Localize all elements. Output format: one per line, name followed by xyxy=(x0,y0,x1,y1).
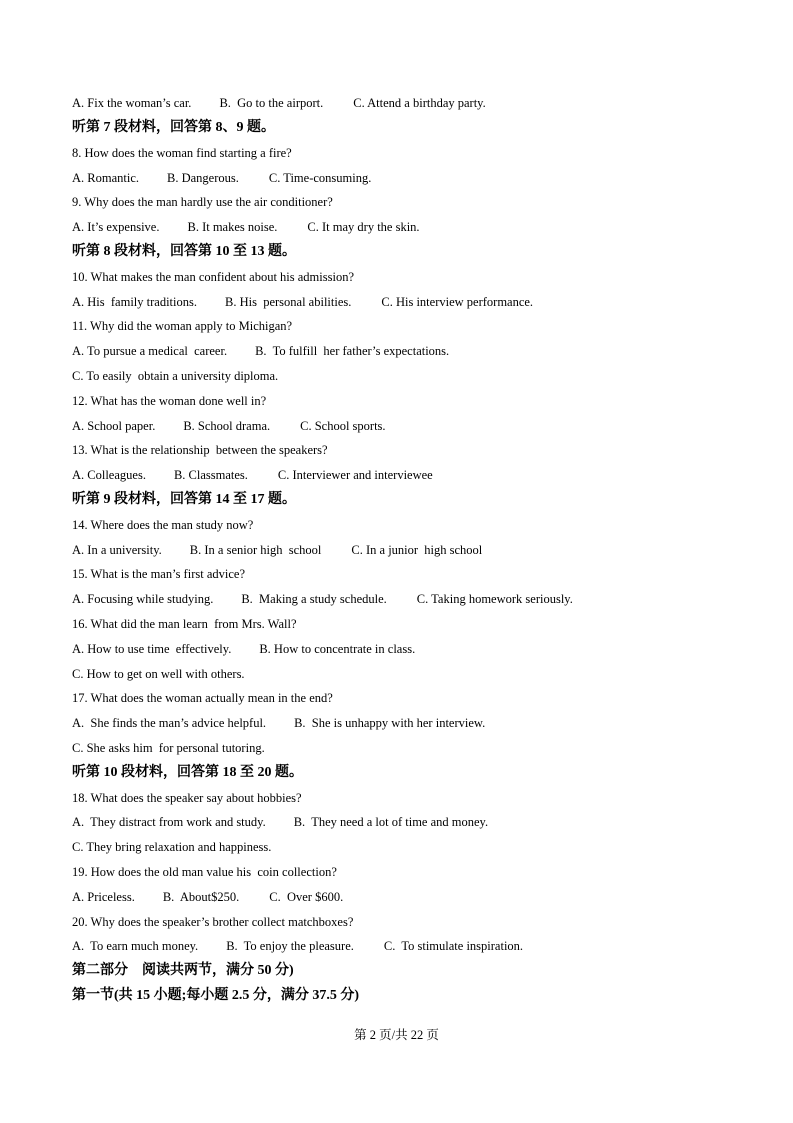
answer-options xyxy=(72,219,420,235)
answer-options xyxy=(72,294,533,310)
answer-option: A. Colleagues. xyxy=(72,468,146,482)
answer-option: B. School drama. xyxy=(183,419,271,433)
answer-option: A. How to use time effectively. xyxy=(72,642,232,656)
section-heading: 第一节(共 15 小题;每小题 2.5 分，满分 37.5 分) xyxy=(72,988,359,1003)
answer-option: A. It’s expensive. xyxy=(72,220,160,234)
answer-option: A. They distract from work and study. xyxy=(72,815,266,829)
answer-option: B. She is unhappy with her interview. xyxy=(294,716,486,730)
answer-option: B. Making a study schedule. xyxy=(241,592,387,606)
answer-options xyxy=(72,715,485,731)
question-text: 18. What does the speaker say about hobbies? xyxy=(72,791,302,805)
answer-option: B. How to concentrate in class. xyxy=(259,642,416,656)
page-footer: 第 2 页/共 22 页 xyxy=(354,1028,439,1042)
question-text: C. How to get on well with others. xyxy=(72,667,245,681)
answer-option: A. She finds the man’s advice helpful. xyxy=(72,716,267,730)
question-text: C. She asks him for personal tutoring. xyxy=(72,741,265,755)
section-heading: 听第 8 段材料，回答第 10 至 13 题。 xyxy=(72,244,296,259)
answer-option: C. Interviewer and interviewee xyxy=(277,468,433,482)
answer-option: B. To enjoy the pleasure. xyxy=(226,939,354,953)
question-text: 14. Where does the man study now? xyxy=(72,518,254,532)
answer-options xyxy=(72,542,482,558)
answer-option: A. Romantic. xyxy=(72,171,140,185)
question-text: 10. What makes the man confident about his admission? xyxy=(72,270,355,284)
section-heading: 听第 7 段材料，回答第 8、9 题。 xyxy=(72,120,275,135)
answer-option: C. School sports. xyxy=(300,419,386,433)
answer-options xyxy=(72,170,371,186)
question-text: 12. What has the woman done well in? xyxy=(72,394,267,408)
question-text: 20. Why does the speaker’s brother collect matchboxes? xyxy=(72,915,354,929)
answer-option: B. Classmates. xyxy=(173,468,248,482)
answer-options xyxy=(72,938,523,954)
answer-option: C. To stimulate inspiration. xyxy=(383,939,524,953)
answer-option: B. In a senior high school xyxy=(189,543,322,557)
answer-option: B. Dangerous. xyxy=(167,171,239,185)
answer-option: A. To earn much money. xyxy=(72,939,199,953)
question-text: 19. How does the old man value his coin collection? xyxy=(72,865,337,879)
answer-option: B. His personal abilities. xyxy=(225,295,352,309)
question-text: 17. What does the woman actually mean in the end? xyxy=(72,691,333,705)
answer-option: C. In a junior high school xyxy=(351,543,483,557)
answer-option: B. They need a lot of time and money. xyxy=(293,815,489,829)
answer-option: B. About$250. xyxy=(162,890,240,904)
answer-option: A. To pursue a medical career. xyxy=(72,344,228,358)
answer-option: C. Time-consuming. xyxy=(268,171,372,185)
answer-options xyxy=(72,591,573,607)
answer-option: C. It may dry the skin. xyxy=(307,220,420,234)
answer-options xyxy=(72,343,449,359)
question-text: 9. Why does the man hardly use the air conditioner? xyxy=(72,195,333,209)
answer-option: A. Focusing while studying. xyxy=(72,592,214,606)
answer-options xyxy=(72,467,433,483)
answer-options xyxy=(72,889,343,905)
question-text: 11. Why did the woman apply to Michigan? xyxy=(72,319,293,333)
answer-option: A. In a university. xyxy=(72,543,162,557)
answer-option: B. Go to the airport. xyxy=(219,96,324,110)
question-text: C. To easily obtain a university diploma. xyxy=(72,369,279,383)
question-text: C. They bring relaxation and happiness. xyxy=(72,840,272,854)
answer-options xyxy=(72,95,486,111)
answer-option: C. Attend a birthday party. xyxy=(353,96,486,110)
answer-option: A. Priceless. xyxy=(72,890,135,904)
section-heading: 听第 10 段材料，回答第 18 至 20 题。 xyxy=(72,765,303,780)
answer-option: B. It makes noise. xyxy=(187,220,278,234)
answer-option: A. School paper. xyxy=(72,419,156,433)
section-heading: 第二部分 阅读共两节，满分 50 分) xyxy=(72,963,294,978)
question-text: 13. What is the relationship between the speakers? xyxy=(72,443,328,457)
question-text: 15. What is the man’s first advice? xyxy=(72,567,245,581)
answer-option: B. To fulfill her father’s expectations. xyxy=(255,344,450,358)
answer-option: A. Fix the woman’s car. xyxy=(72,96,192,110)
section-heading: 听第 9 段材料，回答第 14 至 17 题。 xyxy=(72,492,296,507)
answer-options xyxy=(72,641,415,657)
question-text: 16. What did the man learn from Mrs. Wall? xyxy=(72,617,297,631)
answer-option: C. His interview performance. xyxy=(381,295,534,309)
question-text: 8. How does the woman find starting a fire? xyxy=(72,146,292,160)
answer-options xyxy=(72,418,386,434)
answer-option: C. Taking homework seriously. xyxy=(416,592,573,606)
answer-options xyxy=(72,814,488,830)
answer-option: A. His family traditions. xyxy=(72,295,197,309)
answer-option: C. Over $600. xyxy=(269,890,344,904)
